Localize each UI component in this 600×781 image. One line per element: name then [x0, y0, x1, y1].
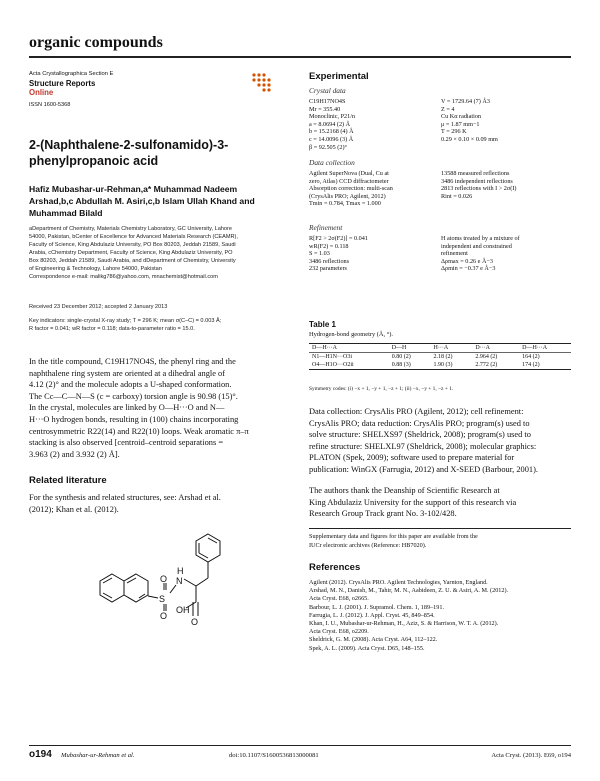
abstract-line: 3.963 (2) and 3.932 (2) Å]. — [29, 449, 120, 459]
reference-item: Farrugia, L. J. (2012). J. Appl. Cryst. 45, 849–854. — [309, 611, 435, 619]
affiliation-line: Faculty of Science, King Abdulaziz University, PO Box 80203, Jeddah 21589, Saudi — [29, 242, 236, 248]
key-indicators-line: Key indicators: single-crystal X-ray study; T = 296 K; mean σ(C–C) = 0.003 Å; — [29, 318, 222, 324]
running-header: organic compounds — [29, 34, 163, 51]
table-title: Table 1 — [309, 320, 336, 329]
refinement-right — [441, 235, 571, 273]
table-row — [309, 353, 571, 362]
crystal-data-item: a = 8.0694 (2) Å — [309, 120, 351, 128]
affiliation-line: of Engineering & Technology, Lahore 54000, Pakistan — [29, 266, 162, 272]
table-cell: 2.772 (2) — [475, 362, 498, 368]
data-collection-item: Tmin = 0.784, Tmax = 1.000 — [309, 200, 381, 208]
table-header-cell: H···A — [433, 345, 449, 351]
data-collection-item: 2813 reflections with I > 2σ(I) — [441, 185, 517, 193]
table-row — [309, 361, 571, 369]
abstract-line: H···O hydrogen bonds, resulting in (100) chains incorporating — [29, 414, 239, 424]
molecular-structure-diagram — [92, 522, 232, 667]
refinement-left — [309, 235, 439, 273]
atom-label: OH — [176, 605, 190, 615]
acknowledgement-line: King Abdulaziz University for the support of this research via — [309, 497, 517, 507]
crystal-data-item: Cu Kα radiation — [441, 113, 482, 121]
received-dates: Received 23 December 2012; accepted 2 January 2013 — [29, 304, 168, 310]
related-line: (2012); Khan et al. (2012). — [29, 504, 119, 514]
bond — [184, 579, 196, 586]
table-cell: N1—H1N···O3i — [312, 354, 352, 360]
table-symmetry-codes: Symmetry codes: (i) −x + 1, −y + 1, −z + 1; (ii) −x, −y + 1, −z + 1. — [309, 386, 454, 392]
refinement-item: wR(F2) = 0.118 — [309, 242, 349, 250]
crystal-data-right — [441, 98, 571, 144]
correspondence-email[interactable]: Correspondence e-mail: malikg786@yahoo.com, mnachemist@hotmail.com — [29, 274, 218, 280]
table-cell: 0.88 (3) — [391, 362, 411, 368]
related-literature-text — [29, 492, 299, 515]
reference-item: Arshad, M. N., Danish, M., Tahir, M. N., Aabideen, Z. U. & Asiri, A. M. (2012). — [309, 587, 509, 595]
table-cell: 2.964 (2) — [475, 354, 498, 360]
data-collection-item: Rint = 0.026 — [441, 192, 473, 200]
supplementary-line: Supplementary data and figures for this paper are available from the — [309, 533, 478, 540]
atom-label: N — [176, 576, 183, 586]
table-cell: 1.90 (3) — [433, 362, 453, 368]
affiliation-line: aDepartment of Chemistry, Materials Chemistry Laboratory, GC University, Lahore — [29, 226, 232, 232]
abstract-line: The Cc—C—N—S (c = carboxy) torsion angle is 90.98 (15)°. — [29, 391, 238, 401]
footer-citation: Acta Cryst. (2013). E69, o194 — [491, 752, 571, 759]
title-line-2: phenylpropanoic acid — [29, 154, 159, 168]
hydrogen-bond-table — [309, 343, 571, 370]
supplementary-line: IUCr electronic archives (Reference: HB7020). — [309, 541, 427, 549]
atom-label: S — [159, 594, 166, 604]
refinement-item: refinement — [441, 250, 468, 258]
reference-item: Acta Cryst. E68, o2665. — [309, 595, 369, 603]
programs-paragraph — [309, 406, 571, 476]
acknowledgement-line: The authors thank the Deanship of Scientific Research at — [309, 486, 500, 495]
refinement-item: Δρmax = 0.26 e Å−3 — [441, 257, 494, 265]
refinement-item: 232 parameters — [309, 265, 347, 273]
affiliations — [29, 225, 299, 281]
crystal-data-item: c = 14.0096 (3) Å — [309, 135, 354, 143]
data-collection-item: Absorption correction: multi-scan — [309, 185, 393, 193]
footer-doi[interactable]: doi:10.1107/S1600536813000081 — [229, 752, 319, 759]
atom-label: O — [191, 617, 199, 627]
author-line: Arshad,b,c Abdullah M. Asiri,c,b Islam Ullah Khand and — [29, 196, 255, 206]
crystal-data-item: β = 92.505 (2)° — [309, 143, 347, 151]
table-header-cell: D—H — [391, 345, 407, 351]
author-list — [29, 183, 299, 219]
table-caption: Hydrogen-bond geometry (Å, °). — [309, 331, 394, 338]
author-line: Muhammad Bilald — [29, 208, 103, 218]
abstract-line: In the title compound, C19H17NO4S, the phenyl ring and the — [29, 357, 236, 366]
data-collection-heading: Data collection — [309, 158, 355, 167]
crystal-data-item: T = 296 K — [441, 128, 467, 136]
reference-item: Sheldrick, G. M. (2008). Acta Cryst. A64, 112–122. — [309, 636, 438, 644]
article-title — [29, 137, 289, 169]
crystal-data-heading: Crystal data — [309, 86, 346, 95]
abstract-line: 4.12 (2)° and the molecule adopts a U-shaped conformation. — [29, 380, 232, 390]
related-literature-heading: Related literature — [29, 475, 107, 486]
programs-line: refine structure: SHELXL97 (Sheldrick, 2008); molecular graphics: — [309, 441, 537, 451]
bond — [196, 578, 208, 586]
table-header-cell: D···A — [475, 345, 490, 351]
atom-label: H — [177, 566, 184, 576]
reference-item: Acta Cryst. E68, o2209. — [309, 628, 369, 636]
data-collection-item: zero, Atlas) CCD diffractometer — [309, 177, 389, 185]
abstract-line: In the crystal, molecules are linked by O—H···O and N— — [29, 403, 225, 413]
data-collection-item: 13588 measured reflections — [441, 170, 510, 177]
atom-label: O — [160, 611, 168, 621]
refinement-item: independent and constrained — [441, 242, 512, 250]
reference-item: Agilent (2012). CrysAlis PRO. Agilent Technologies, Yarnton, England. — [309, 579, 488, 586]
related-line: For the synthesis and related structures, see: Arshad et al. — [29, 493, 221, 502]
crystal-data-item: C19H17NO4S — [309, 98, 346, 105]
abstract-line: naphthalene ring system are oriented at a dihedral angle of — [29, 368, 226, 378]
crystal-data-item: 0.29 × 0.10 × 0.09 mm — [441, 135, 498, 143]
crystal-data-item: Monoclinic, P21/n — [309, 113, 356, 121]
table-header-row — [309, 344, 571, 353]
refinement-heading: Refinement — [309, 223, 343, 232]
title-line-1: 2-(Naphthalene-2-sulfonamido)-3- — [29, 138, 229, 152]
author-line: Hafiz Mubashar-ur-Rehman,a* Muhammad Nadeem — [29, 184, 238, 194]
page-number: o194 — [29, 749, 52, 760]
key-indicators — [29, 317, 299, 333]
data-collection-right — [441, 170, 571, 200]
references-list — [309, 579, 571, 653]
programs-line: PLATON (Spek, 2009); software used to prepare material for — [309, 453, 515, 463]
affiliation-line: Box 80203, Jeddah 21589, Saudi Arabia, and dDepartment of Chemistry, University — [29, 258, 236, 264]
programs-line: publication: WinGX (Farrugia, 2012) and X-SEED (Barbour, 2001). — [309, 464, 538, 474]
journal-name: Acta Crystallographica Section E — [29, 71, 114, 77]
refinement-item: 3486 reflections — [309, 257, 350, 265]
programs-line: solve structure: SHELXS97 (Sheldrick, 2008); program(s) used to — [309, 430, 531, 440]
crystal-data-item: Mr = 355.40 — [309, 105, 341, 113]
crystal-data-item: V = 1729.64 (7) Å3 — [441, 98, 490, 105]
journal-status: Online — [29, 88, 54, 97]
references-heading: References — [309, 562, 361, 573]
table-header-cell: D—H···A — [522, 345, 548, 351]
abstract — [29, 356, 299, 460]
table-cell: 174 (2) — [522, 362, 540, 368]
table-cell: O4—H1O···O2ii — [312, 362, 354, 368]
journal-type: Structure Reports — [29, 79, 96, 88]
supplementary-note — [309, 533, 571, 550]
table-cell: 2.18 (2) — [433, 354, 453, 360]
data-collection-item: Agilent SuperNova (Dual, Cu at — [309, 170, 389, 177]
reference-item: Spek, A. L. (2009). Acta Cryst. D65, 148–155. — [309, 644, 425, 652]
abstract-line: stacking is also observed [centroid–centroid separations = — [29, 438, 224, 448]
data-collection-item: (CrysAlis PRO; Agilent, 2012) — [309, 192, 386, 200]
affiliation-line: 54000, Pakistan, bCenter of Excellence for Advanced Materials Research (CEAMR), — [29, 234, 238, 240]
data-collection-item: 3486 independent reflections — [441, 177, 513, 185]
abstract-line: centrosymmetric R22(14) and R22(10) loops. Weak aromatic π–π — [29, 426, 249, 436]
refinement-item: H atoms treated by a mixture of — [441, 235, 520, 242]
key-indicators-line: R factor = 0.041; wR factor = 0.118; data-to-parameter ratio = 15.0. — [29, 326, 195, 332]
bond — [148, 596, 158, 598]
refinement-item: Δρmin = −0.37 e Å−3 — [441, 265, 496, 273]
experimental-heading: Experimental — [309, 71, 369, 82]
footer — [29, 751, 571, 765]
bond — [170, 585, 176, 593]
table-header-cell: D—H···A — [312, 345, 337, 351]
journal-block — [29, 71, 279, 108]
crystal-data-item: μ = 1.87 mm−1 — [441, 120, 480, 128]
crystal-data-item: Z = 4 — [441, 105, 455, 113]
affiliation-line: Arabia, cChemistry Department, Faculty of Science, King Abdulaziz University, PO — [29, 250, 233, 256]
acknowledgement — [309, 485, 571, 520]
iucr-logo — [246, 71, 276, 101]
reference-item: Barbour, L. J. (2001). J. Supramol. Chem. 1, 189–191. — [309, 603, 445, 611]
footer-authors: Mubashar-ur-Rehman et al. — [61, 752, 135, 759]
reference-item: Khan, I. U., Mubashar-ur-Rehman, H., Aziz, S. & Harrison, W. T. A. (2012). — [309, 620, 499, 628]
programs-line: Data collection: CrysAlis PRO (Agilent, 2012); cell refinement: — [309, 407, 524, 416]
crystal-data-item: b = 15.2168 (4) Å — [309, 128, 354, 136]
acknowledgement-line: Research Group Track grant No. 3-102/428. — [309, 509, 457, 519]
atom-label: O — [160, 574, 168, 584]
issn: ISSN 1600-5368 — [29, 102, 71, 108]
crystal-data-left — [309, 98, 439, 151]
data-collection-left — [309, 170, 439, 208]
footer-rule — [29, 745, 571, 746]
supplementary-rule — [309, 528, 571, 529]
table-cell: 0.80 (2) — [391, 354, 411, 360]
refinement-item: S = 1.03 — [309, 250, 330, 258]
refinement-item: R[F2 > 2σ(F2)] = 0.041 — [309, 235, 368, 242]
programs-line: CrysAlis PRO; data reduction: CrysAlis PRO; program(s) used to — [309, 418, 530, 428]
table-cell: 164 (2) — [522, 354, 540, 360]
header-rule — [29, 56, 571, 58]
